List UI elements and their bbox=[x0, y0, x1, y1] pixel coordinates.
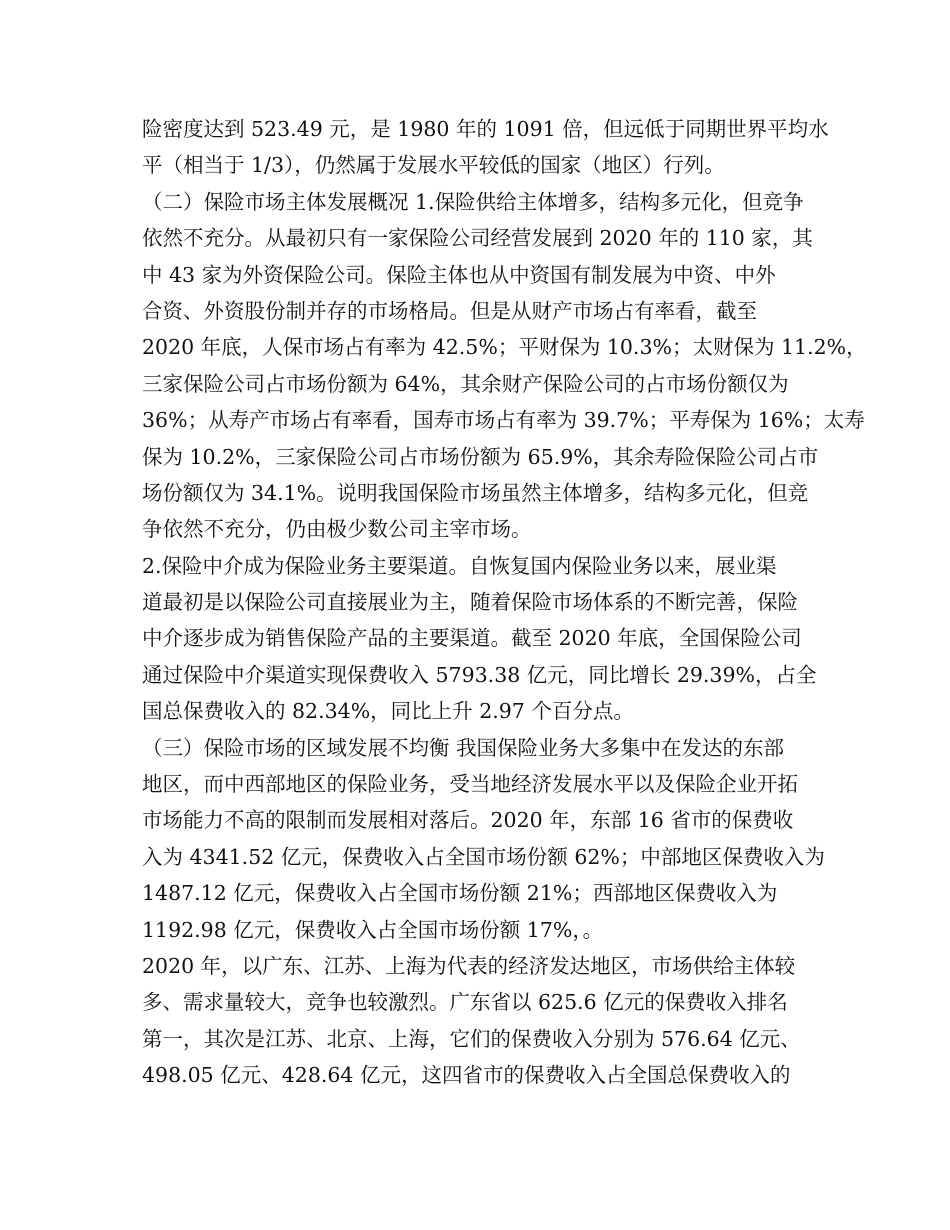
text-line: 地区，而中西部地区的保险业务，受当地经济发展水平以及保险企业开拓 bbox=[142, 772, 798, 797]
text-line: 入为 4341.52 亿元，保费收入占全国市场份额 62%；中部地区保费收入为 bbox=[142, 844, 825, 869]
text-line: 保为 10.2%，三家保险公司占市场份额为 65.9%，其余寿险保险公司占市 bbox=[142, 444, 819, 469]
text-line: 场份额仅为 34.1%。说明我国保险市场虽然主体增多，结构多元化，但竞 bbox=[142, 480, 809, 505]
text-line: 多、需求量较大，竞争也较激烈。广东省以 625.6 亿元的保费收入排名 bbox=[142, 990, 788, 1015]
text-line: 三家保险公司占市场份额为 64%，其余财产保险公司的占市场份额仅为 bbox=[142, 371, 789, 396]
text-line: 中介逐步成为销售保险产品的主要渠道。截至 2020 年底，全国保险公司 bbox=[142, 626, 802, 651]
subsection-line: 2.保险中介成为保险业务主要渠道。自恢复国内保险业务以来，展业渠 bbox=[142, 553, 777, 578]
text-line: 市场能力不高的限制而发展相对落后。2020 年，东部 16 省市的保费收 bbox=[142, 808, 794, 833]
text-line: 通过保险中介渠道实现保费收入 5793.38 亿元，同比增长 29.39%，占全 bbox=[142, 662, 817, 687]
text-line: 国总保费收入的 82.34%，同比上升 2.97 个百分点。 bbox=[142, 699, 634, 724]
text-line: 平（相当于 1/3），仍然属于发展水平较低的国家（地区）行列。 bbox=[142, 153, 725, 178]
text-line: 第一，其次是江苏、北京、上海，它们的保费收入分别为 576.64 亿元、 bbox=[142, 1026, 801, 1051]
body-text bbox=[142, 111, 867, 1094]
section-heading-line: （二）保险市场主体发展概况 1.保险供给主体增多，结构多元化，但竞争 bbox=[142, 189, 804, 214]
text-line: 36%；从寿产市场占有率看，国寿市场占有率为 39.7%；平寿保为 16%；太寿 bbox=[142, 408, 865, 433]
text-line: 498.05 亿元、428.64 亿元，这四省市的保费收入占全国总保费收入的 bbox=[142, 1063, 791, 1088]
section-heading-line: （三）保险市场的区域发展不均衡 我国保险业务大多集中在发达的东部 bbox=[142, 735, 785, 760]
text-line: 争依然不充分，仍由极少数公司主宰市场。 bbox=[142, 517, 532, 542]
text-line: 险密度达到 523.49 元，是 1980 年的 1091 倍，但远低于同期世界平均水 bbox=[142, 117, 829, 141]
text-line: 2020 年，以广东、江苏、上海为代表的经济发达地区，市场供给主体较 bbox=[142, 953, 796, 978]
text-line: 1192.98 亿元，保费收入占全国市场份额 17%，。 bbox=[142, 917, 604, 942]
text-line: 合资、外资股份制并存的市场格局。但是从财产市场占有率看，截至 bbox=[142, 298, 757, 323]
text-line: 道最初是以保险公司直接展业为主，随着保险市场体系的不断完善，保险 bbox=[142, 590, 798, 615]
text-line: 依然不充分。从最初只有一家保险公司经营发展到 2020 年的 110 家，其 bbox=[142, 226, 813, 251]
text-line: 1487.12 亿元，保费收入占全国市场份额 21%；西部地区保费收入为 bbox=[142, 881, 778, 906]
text-line: 中 43 家为外资保险公司。保险主体也从中资国有制发展为中资、中外 bbox=[142, 262, 776, 287]
text-line: 2020 年底，人保市场占有率为 42.5%；平财保为 10.3%；太财保为 11.2%， bbox=[142, 335, 867, 360]
